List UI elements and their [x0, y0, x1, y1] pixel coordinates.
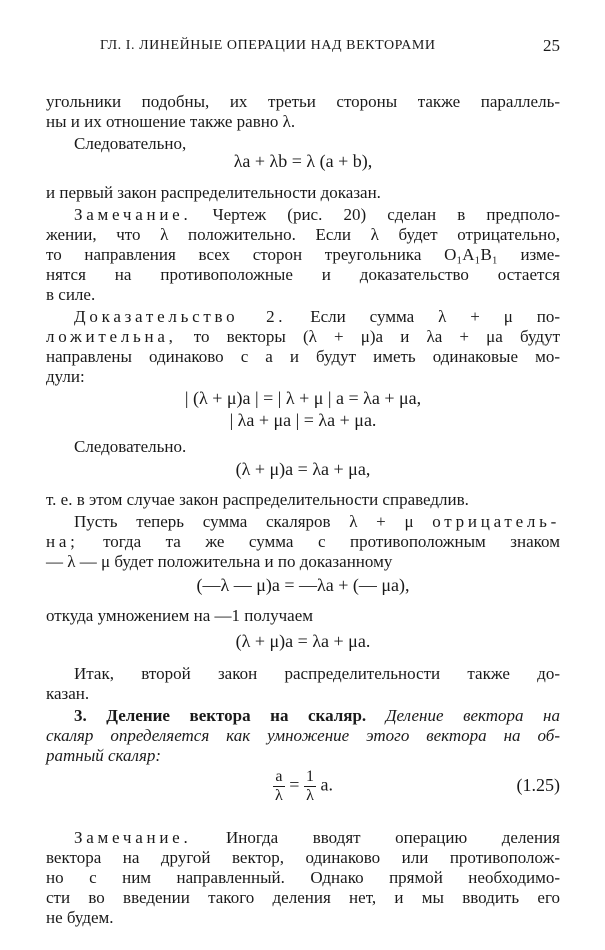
text-line: т. е. в этом случае закон распределительности справедлив.	[46, 490, 469, 509]
text-line: дули:	[46, 367, 85, 386]
proof-heading: Доказательство 2.	[74, 307, 287, 326]
text-line: — λ — μ будет положительна и по доказанному	[46, 552, 393, 571]
text-span: то векторы (λ + μ)a и λa + μa будут	[176, 327, 560, 346]
text-line: казан.	[46, 684, 90, 703]
formula-second-law-result: (λ + μ)a = λa + μa.	[235, 631, 371, 651]
fraction-a-over-lambda: $\frac{a}{\lambda}$	[275, 768, 283, 804]
text-span: тогда та же сумма с противоположным знаком	[78, 532, 560, 551]
emphasis-span: ложительна,	[46, 327, 177, 346]
text-line: сти во введении такого деления нет, и мы вводить его	[46, 888, 560, 907]
text-line: но с ним направленный. Однако прямой необходимо-	[46, 868, 560, 887]
remark-paragraph	[74, 828, 560, 848]
formula-modulus-2: | λa + μa | = λa + μa.	[229, 410, 377, 430]
text-span: Чертеж (рис. 20) сделан в предполо-	[191, 205, 560, 224]
running-header: ГЛ. I. ЛИНЕЙНЫЕ ОПЕРАЦИИ НАД ВЕКТОРАМИ	[100, 38, 436, 53]
equation-number: (1.25)	[516, 775, 560, 795]
text-line: то направления всех сторон треугольника O₁A₁B₁ изме-	[46, 245, 560, 264]
text-line: угольники подобны, их третьи стороны также параллель-	[46, 92, 560, 111]
text-line: Следовательно,	[74, 134, 187, 153]
remark-heading: Замечание.	[74, 828, 192, 847]
formula-second-law: (λ + μ)a = λa + μa,	[235, 459, 371, 479]
remark-heading: Замечание.	[74, 205, 192, 224]
text-line: Следовательно.	[74, 437, 187, 456]
text-span: Пусть теперь сумма скаляров λ + μ	[74, 512, 433, 531]
section-paragraph	[74, 706, 560, 726]
text-line: и первый закон распределительности доказан.	[46, 183, 381, 202]
emphasis-span: отрицатель-	[432, 512, 560, 531]
formula-negative-sum: (—λ — μ)a = —λa + (— μa),	[196, 575, 410, 595]
definition-line: скаляр определяется как умножение этого вектора на об-	[46, 726, 560, 745]
text-line: не будем.	[46, 908, 114, 927]
section-heading: 3. Деление вектора на скаляр.	[74, 706, 367, 725]
text-line	[46, 327, 560, 347]
text-span: Иногда вводят операцию деления	[191, 828, 560, 847]
text-line: Итак, второй закон распределительности также до-	[74, 664, 560, 683]
text-line	[74, 512, 560, 532]
formula-division: $\frac{a}{\lambda}$ = $\frac{1}{\lambda}$ a.	[275, 768, 333, 804]
remark-paragraph	[74, 205, 560, 225]
text-line	[46, 532, 560, 552]
emphasis-span: на;	[46, 532, 79, 551]
page-number: 25	[543, 36, 560, 55]
text-line: ны и их отношение также равно λ.	[46, 112, 296, 131]
text-line: направлены одинаково с a и будут иметь одинаковые мо-	[46, 347, 560, 366]
formula-first-distributive-law: λa + λb = λ (a + b),	[233, 151, 373, 171]
text-line: вектора на другой вектор, одинаково или противополож-	[46, 848, 560, 867]
text-span: Если сумма λ + μ по-	[286, 307, 560, 326]
text-line: нятся на противоположные и доказательство остается	[46, 265, 560, 284]
proof-paragraph	[74, 307, 560, 327]
text-line: жении, что λ положительно. Если λ будет отрицательно,	[46, 225, 560, 244]
definition-line: ратный скаляр:	[46, 746, 162, 765]
fraction-one-over-lambda: $\frac{1}{\lambda}$	[305, 768, 314, 804]
text-line: в силе.	[46, 285, 96, 304]
text-line: откуда умножением на —1 получаем	[46, 606, 314, 625]
definition-span: Деление вектора на	[366, 706, 560, 725]
formula-modulus-1: | (λ + μ)a | = | λ + μ | a = λa + μa,	[184, 388, 422, 408]
